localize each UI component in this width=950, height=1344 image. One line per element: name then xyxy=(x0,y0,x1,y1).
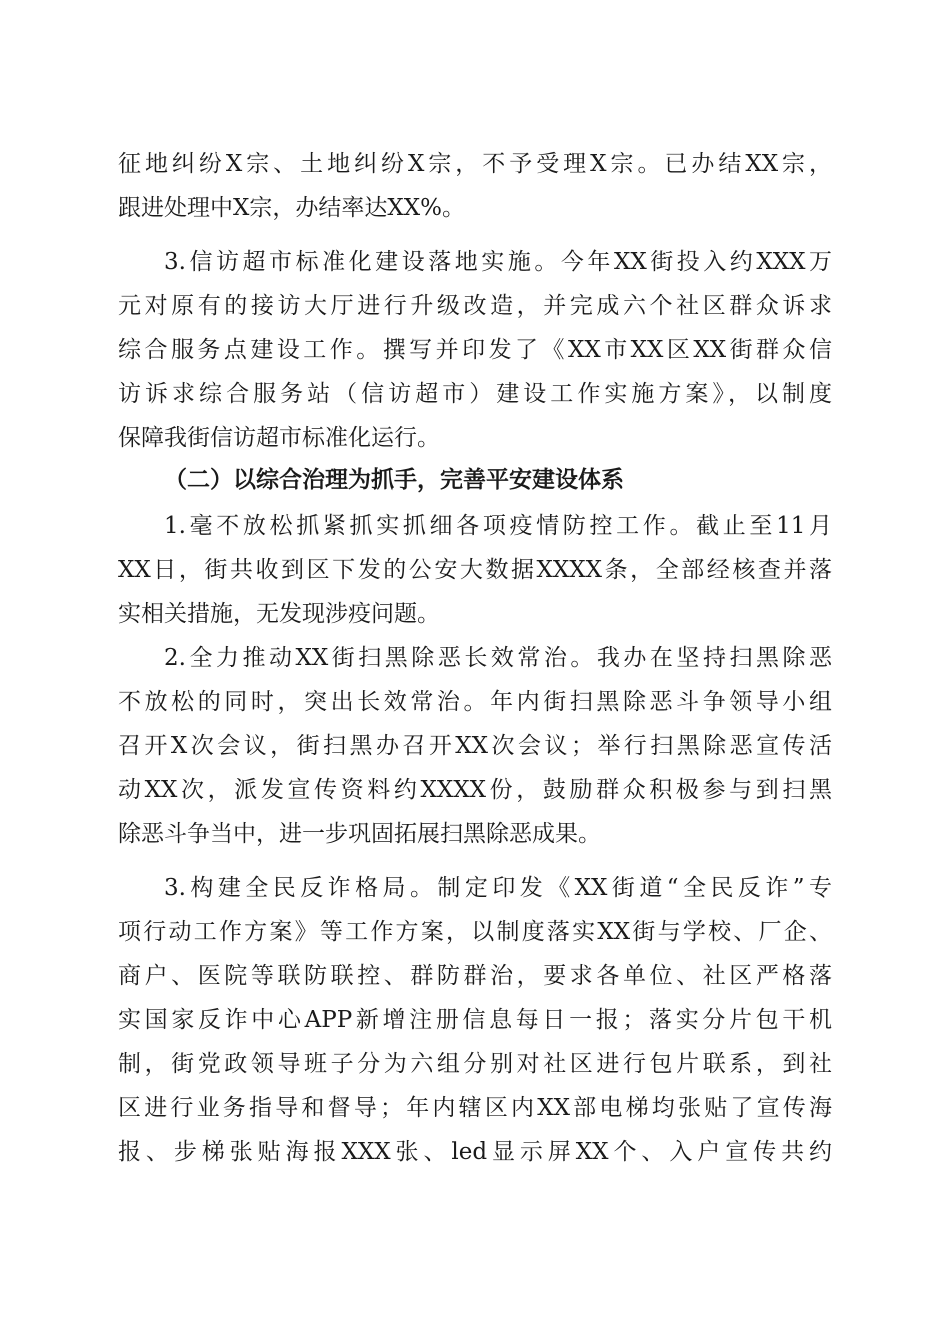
body-line: 元对原有的接访大厅进行升级改造，并完成六个社区群众诉求 xyxy=(118,293,832,319)
body-line: 访诉求综合服务站（信访超市）建设工作实施方案》，以制度 xyxy=(118,381,832,407)
body-line: 动XX次，派发宣传资料约XXXX份，鼓励群众积极参与到扫黑 xyxy=(118,777,832,803)
paragraph-start-line: 3.信访超市标准化建设落地实施。今年XX街投入约XXX万 xyxy=(164,249,832,275)
paragraph-start-line: 3.构建全民反诈格局。制定印发《XX街道“全民反诈”专 xyxy=(164,875,832,901)
body-line: 综合服务点建设工作。撰写并印发了《XX市XX区XX街群众信 xyxy=(118,337,832,363)
body-line: XX日，街共收到区下发的公安大数据XXXX条，全部经核查并落 xyxy=(118,557,832,583)
body-line: 不放松的同时，突出长效常治。年内街扫黑除恶斗争领导小组 xyxy=(118,689,832,715)
body-line: 实相关措施，无发现涉疫问题。 xyxy=(118,601,440,627)
body-line: 征地纠纷X宗、土地纠纷X宗，不予受理X宗。已办结XX宗， xyxy=(118,151,832,177)
body-line: 跟进处理中X宗，办结率达XX%。 xyxy=(118,195,465,221)
paragraph-start-line: 1.毫不放松抓紧抓实抓细各项疫情防控工作。截止至11月 xyxy=(164,513,832,539)
body-line: 实国家反诈中心APP新增注册信息每日一报；落实分片包干机 xyxy=(118,1007,832,1033)
section-heading: （二）以综合治理为抓手，完善平安建设体系 xyxy=(164,466,624,493)
body-line: 项行动工作方案》等工作方案，以制度落实XX街与学校、厂企、 xyxy=(118,919,832,945)
paragraph-start-line: 2.全力推动XX街扫黑除恶长效常治。我办在坚持扫黑除恶 xyxy=(164,645,832,671)
body-line: 除恶斗争当中，进一步巩固拓展扫黑除恶成果。 xyxy=(118,821,601,847)
body-line: 保障我街信访超市标准化运行。 xyxy=(118,425,440,451)
body-line: 报、步梯张贴海报XXX张、led显示屏XX个、入户宣传共约 xyxy=(118,1139,832,1165)
body-line: 召开X次会议，街扫黑办召开XX次会议；举行扫黑除恶宣传活 xyxy=(118,733,832,759)
body-line: 区进行业务指导和督导；年内辖区内XX部电梯均张贴了宣传海 xyxy=(118,1095,832,1121)
body-line: 商户、医院等联防联控、群防群治，要求各单位、社区严格落 xyxy=(118,963,832,989)
body-line: 制，街党政领导班子分为六组分别对社区进行包片联系，到社 xyxy=(118,1051,832,1077)
